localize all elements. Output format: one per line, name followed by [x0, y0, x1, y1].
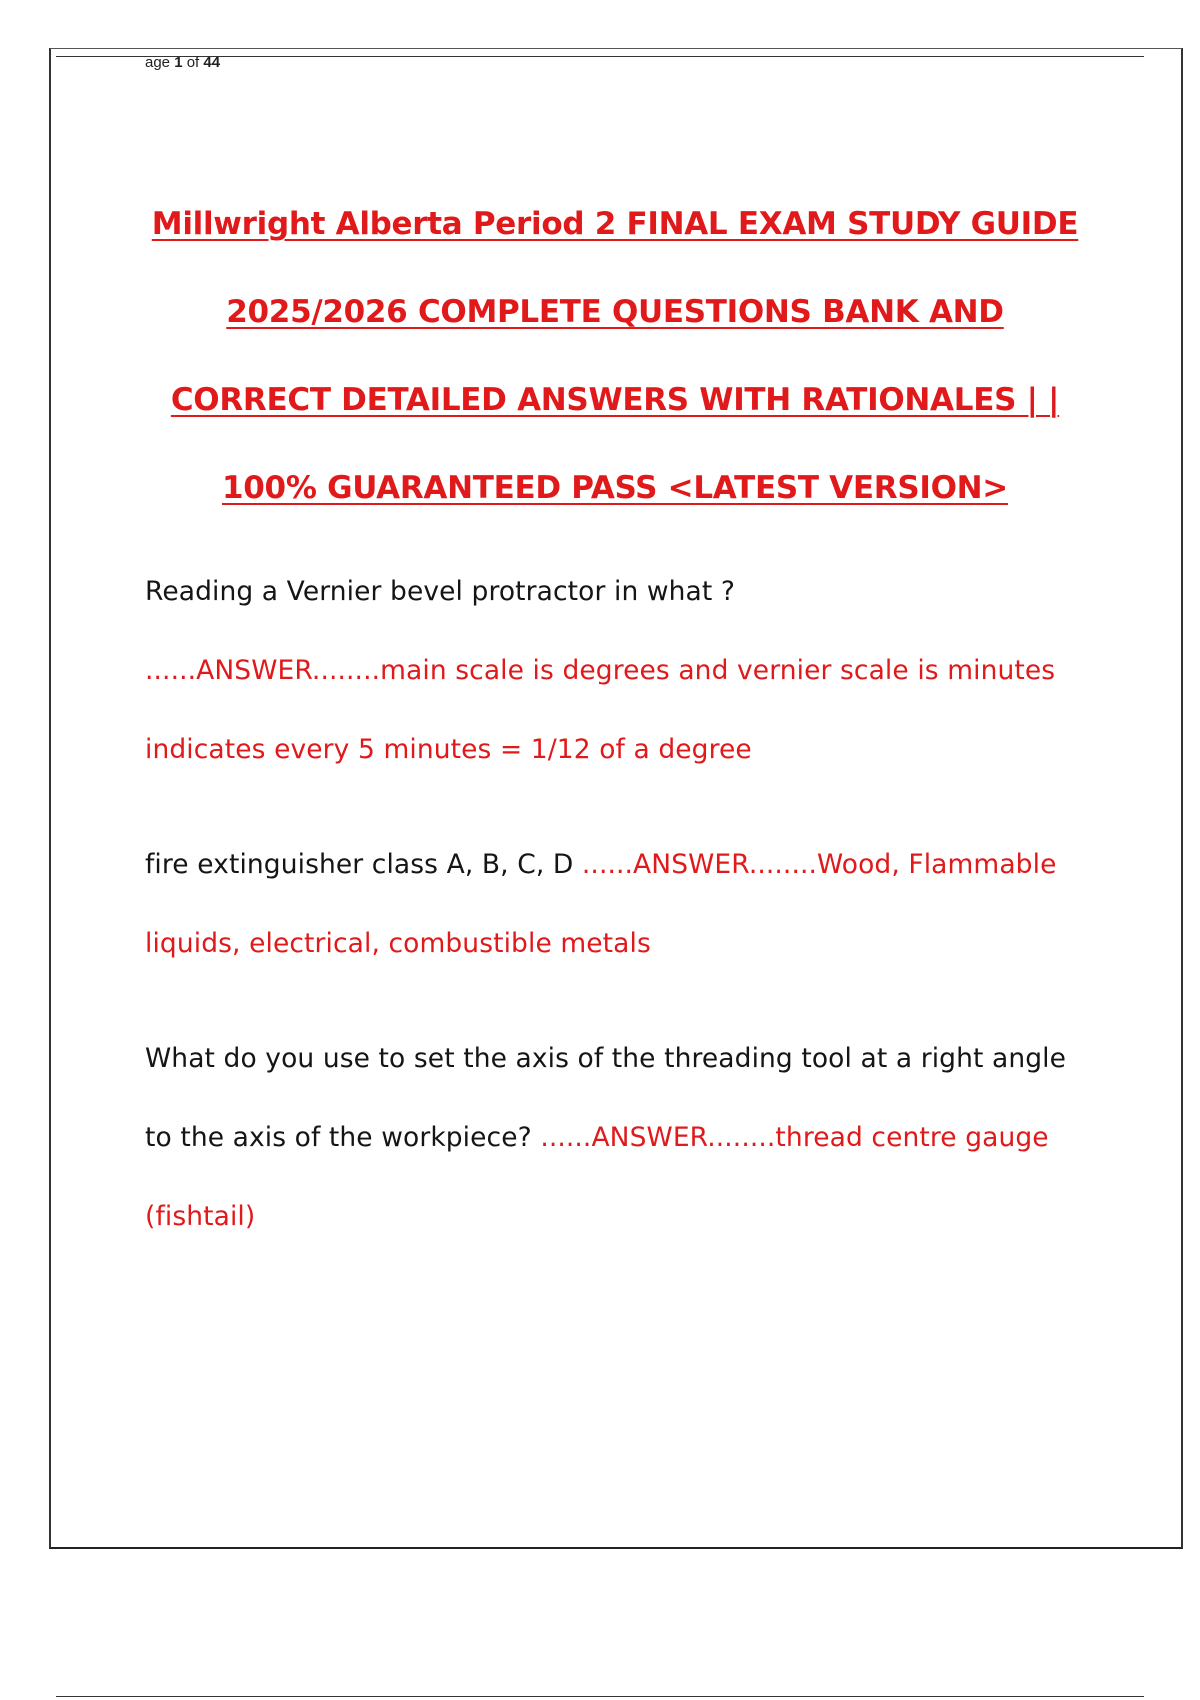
page-counter-prefix: age — [145, 54, 175, 71]
next-page-rule — [56, 1696, 1144, 1697]
title-line-2: 2025/2026 COMPLETE QUESTIONS BANK AND — [226, 294, 1004, 330]
title-line-4: 100% GUARANTEED PASS <LATEST VERSION> — [222, 470, 1008, 506]
question-text: fire extinguisher class A, B, C, D — [145, 849, 582, 880]
answer-text: ......ANSWER........thread centre gauge (fishtail) — [145, 1122, 1049, 1232]
page-counter — [145, 54, 220, 72]
title-line-3: CORRECT DETAILED ANSWERS WITH RATIONALES | | — [170, 382, 1060, 418]
page-total: 44 — [203, 54, 221, 71]
answer-text: ......ANSWER........main scale is degrees and vernier scale is minutes indicates every 5 minutes = 1/12 of a degree — [145, 655, 1056, 765]
page-number: 1 — [174, 54, 183, 71]
question-text: What do you use to set the axis of the threading tool at a right angle to the axis of the workpiece? — [145, 1043, 1067, 1153]
question-text: Reading a Vernier bevel protractor in what ? — [145, 576, 736, 607]
answer-text: ......ANSWER........Wood, Flammable liquids, electrical, combustible metals — [145, 849, 1057, 959]
document-title — [100, 180, 1130, 532]
qa-item-vernier — [145, 552, 1095, 789]
qa-item-fire-extinguisher — [145, 825, 1095, 983]
title-line-1: Millwright Alberta Period 2 FINAL EXAM STUDY GUIDE — [151, 206, 1079, 242]
page-counter-of: of — [182, 54, 204, 71]
qa-item-threading-tool — [145, 1019, 1095, 1256]
